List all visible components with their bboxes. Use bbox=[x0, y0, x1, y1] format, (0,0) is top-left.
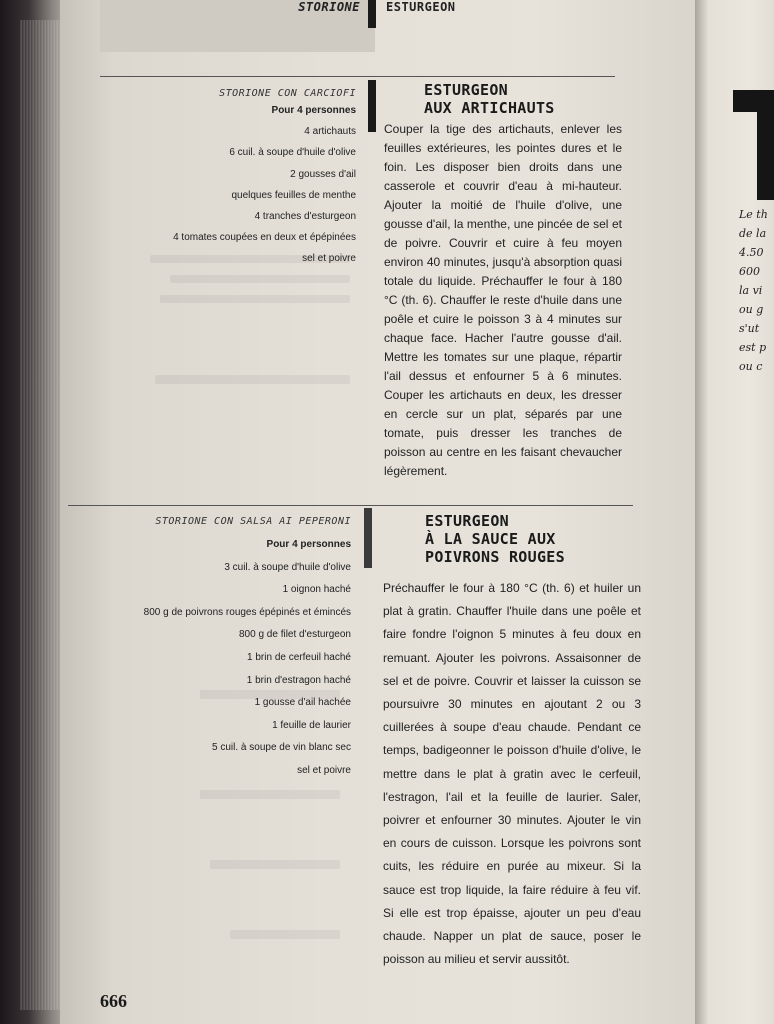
facing-fragment: la vi bbox=[739, 284, 763, 297]
recipe1-top-rule bbox=[100, 76, 615, 77]
ingredient-item: sel et poivre bbox=[302, 253, 356, 265]
recipe1-instructions: Couper la tige des artichauts, enlever les feuilles extérieures, les pointes dures et le foin. Les disposer bien droits dans une casserole et couvrir d'eau à mi-hauteur. Ajouter la moitié de l'huile d'olive, une gousse d'ail, la menthe, une pincée de sel et de poivre. Couvrir et cuire à feu moyen environ 40 minutes, jusqu'à absorption quasi totale du liquide. Préchauffer le four à 180 °C (th. 6). Chauffer le reste d'huile dans une poêle et cuire le poisson 3 à 4 minutes sur chaque face. Hacher l'autre gousse d'ail. Mettre les tomates sur une plaque, répartir l'ail dessus et enfourner 5 à 6 minutes. Couper les artichauts en deux, les dresser en cercle sur un plat, séparés par une tomate, puis dresser les tranches de poisson au centre en les faisant chevaucher légèrement. bbox=[384, 122, 622, 478]
ingredient-item: sel et poivre bbox=[297, 764, 351, 776]
ingredient-item: 1 brin de cerfeuil haché bbox=[247, 651, 351, 663]
facing-page bbox=[695, 0, 774, 1024]
recipe2-servings: Pour 4 personnes bbox=[266, 539, 351, 550]
show-through bbox=[170, 275, 350, 283]
facing-fragment: s'ut bbox=[739, 322, 760, 335]
recipe2-title-line: POIVRONS ROUGES bbox=[425, 548, 565, 566]
recipe1-servings: Pour 4 personnes bbox=[271, 105, 356, 116]
ingredient-item: 4 artichauts bbox=[304, 126, 356, 138]
ingredient-item: 1 oignon haché bbox=[282, 584, 351, 596]
show-through bbox=[160, 295, 350, 303]
ingredient-item: 1 feuille de laurier bbox=[272, 719, 351, 731]
recipe1-ingredients bbox=[173, 100, 356, 270]
ingredient-item: 4 tomates coupées en deux et épépinées bbox=[173, 232, 356, 244]
facing-fragment: est p bbox=[739, 341, 767, 354]
page-number: 666 bbox=[100, 991, 127, 1011]
recipe2-top-rule bbox=[68, 505, 633, 506]
header-divider-bar bbox=[368, 0, 376, 28]
show-through bbox=[210, 860, 340, 869]
facing-fragment: ou g bbox=[739, 303, 764, 316]
ingredient-item: 2 gousses d'ail bbox=[290, 168, 356, 180]
facing-fragment: Le th bbox=[739, 208, 768, 221]
recipe2-divider-bar bbox=[364, 508, 372, 568]
facing-fragment: 600 bbox=[739, 265, 760, 278]
facing-fragment: ou c bbox=[739, 360, 763, 373]
ingredient-item: 1 gousse d'ail hachée bbox=[254, 697, 351, 709]
header-french-label: ESTURGEON bbox=[386, 0, 456, 14]
recipe2-title-line: ESTURGEON bbox=[425, 512, 509, 530]
recipe1-title bbox=[424, 81, 555, 117]
recipe1-title-line: ESTURGEON bbox=[424, 81, 508, 99]
facing-fragment: de la bbox=[739, 227, 767, 240]
recipe2-title-line: À LA SAUCE AUX bbox=[425, 530, 556, 548]
show-through bbox=[230, 930, 340, 939]
recipe1-italian-title: STORIONE CON CARCIOFI bbox=[219, 88, 356, 99]
recipe2-italian-title: STORIONE CON SALSA AI PEPERONI bbox=[155, 516, 351, 527]
ingredient-item: 1 brin d'estragon haché bbox=[246, 674, 351, 686]
recipe2-instructions: Préchauffer le four à 180 °C (th. 6) et huiler un plat à gratin. Chauffer l'huile dans une poêle et faire fondre l'oignon 5 minutes à feu doux en remuant. Ajouter les poivrons. Assaisonner de sel et de poivre. Couvrir et laisser la cuisson se poursuivre 30 minutes en ajoutant 2 ou 3 cuillerées à soupe d'eau chaude. Pendant ce temps, badigeonner le poisson d'huile d'olive, le mettre dans le plat à gratin avec le cerfeuil, l'estragon, l'ail et la feuille de laurier. Saler, poivrer et enfourner 30 minutes. Ajouter le vin en cours de cuisson. Lorsque les poivrons sont cuits, les réduire en purée au mixeur. Si la sauce est trop liquide, la faire réduire à feu vif. Si elle est trop épaisse, ajouter un peu d'eau chaude. Napper un plat de sauce, poser le poisson au milieu et servir aussitôt. bbox=[383, 581, 641, 967]
ingredient-item: quelques feuilles de menthe bbox=[231, 189, 356, 201]
ingredient-item: 6 cuil. à soupe d'huile d'olive bbox=[229, 147, 356, 159]
facing-page-initial-t bbox=[733, 90, 774, 200]
ingredient-item: 800 g de poivrons rouges épépinés et émincés bbox=[143, 606, 351, 618]
facing-fragment: 4.50 bbox=[739, 246, 764, 259]
ingredient-item: 800 g de filet d'esturgeon bbox=[239, 629, 351, 641]
ingredient-item: 5 cuil. à soupe de vin blanc sec bbox=[212, 742, 351, 754]
show-through bbox=[200, 790, 340, 799]
recipe1-title-line: AUX ARTICHAUTS bbox=[424, 99, 555, 117]
recipe2-title bbox=[425, 512, 565, 566]
recipe1-divider-bar bbox=[368, 80, 376, 132]
ingredient-item: 4 tranches d'esturgeon bbox=[254, 210, 356, 222]
header-italian-label: STORIONE bbox=[298, 0, 360, 14]
ingredient-item: 3 cuil. à soupe d'huile d'olive bbox=[224, 561, 351, 573]
recipe2-ingredients bbox=[144, 534, 351, 783]
show-through bbox=[155, 375, 350, 384]
facing-page-fragments bbox=[739, 205, 774, 376]
